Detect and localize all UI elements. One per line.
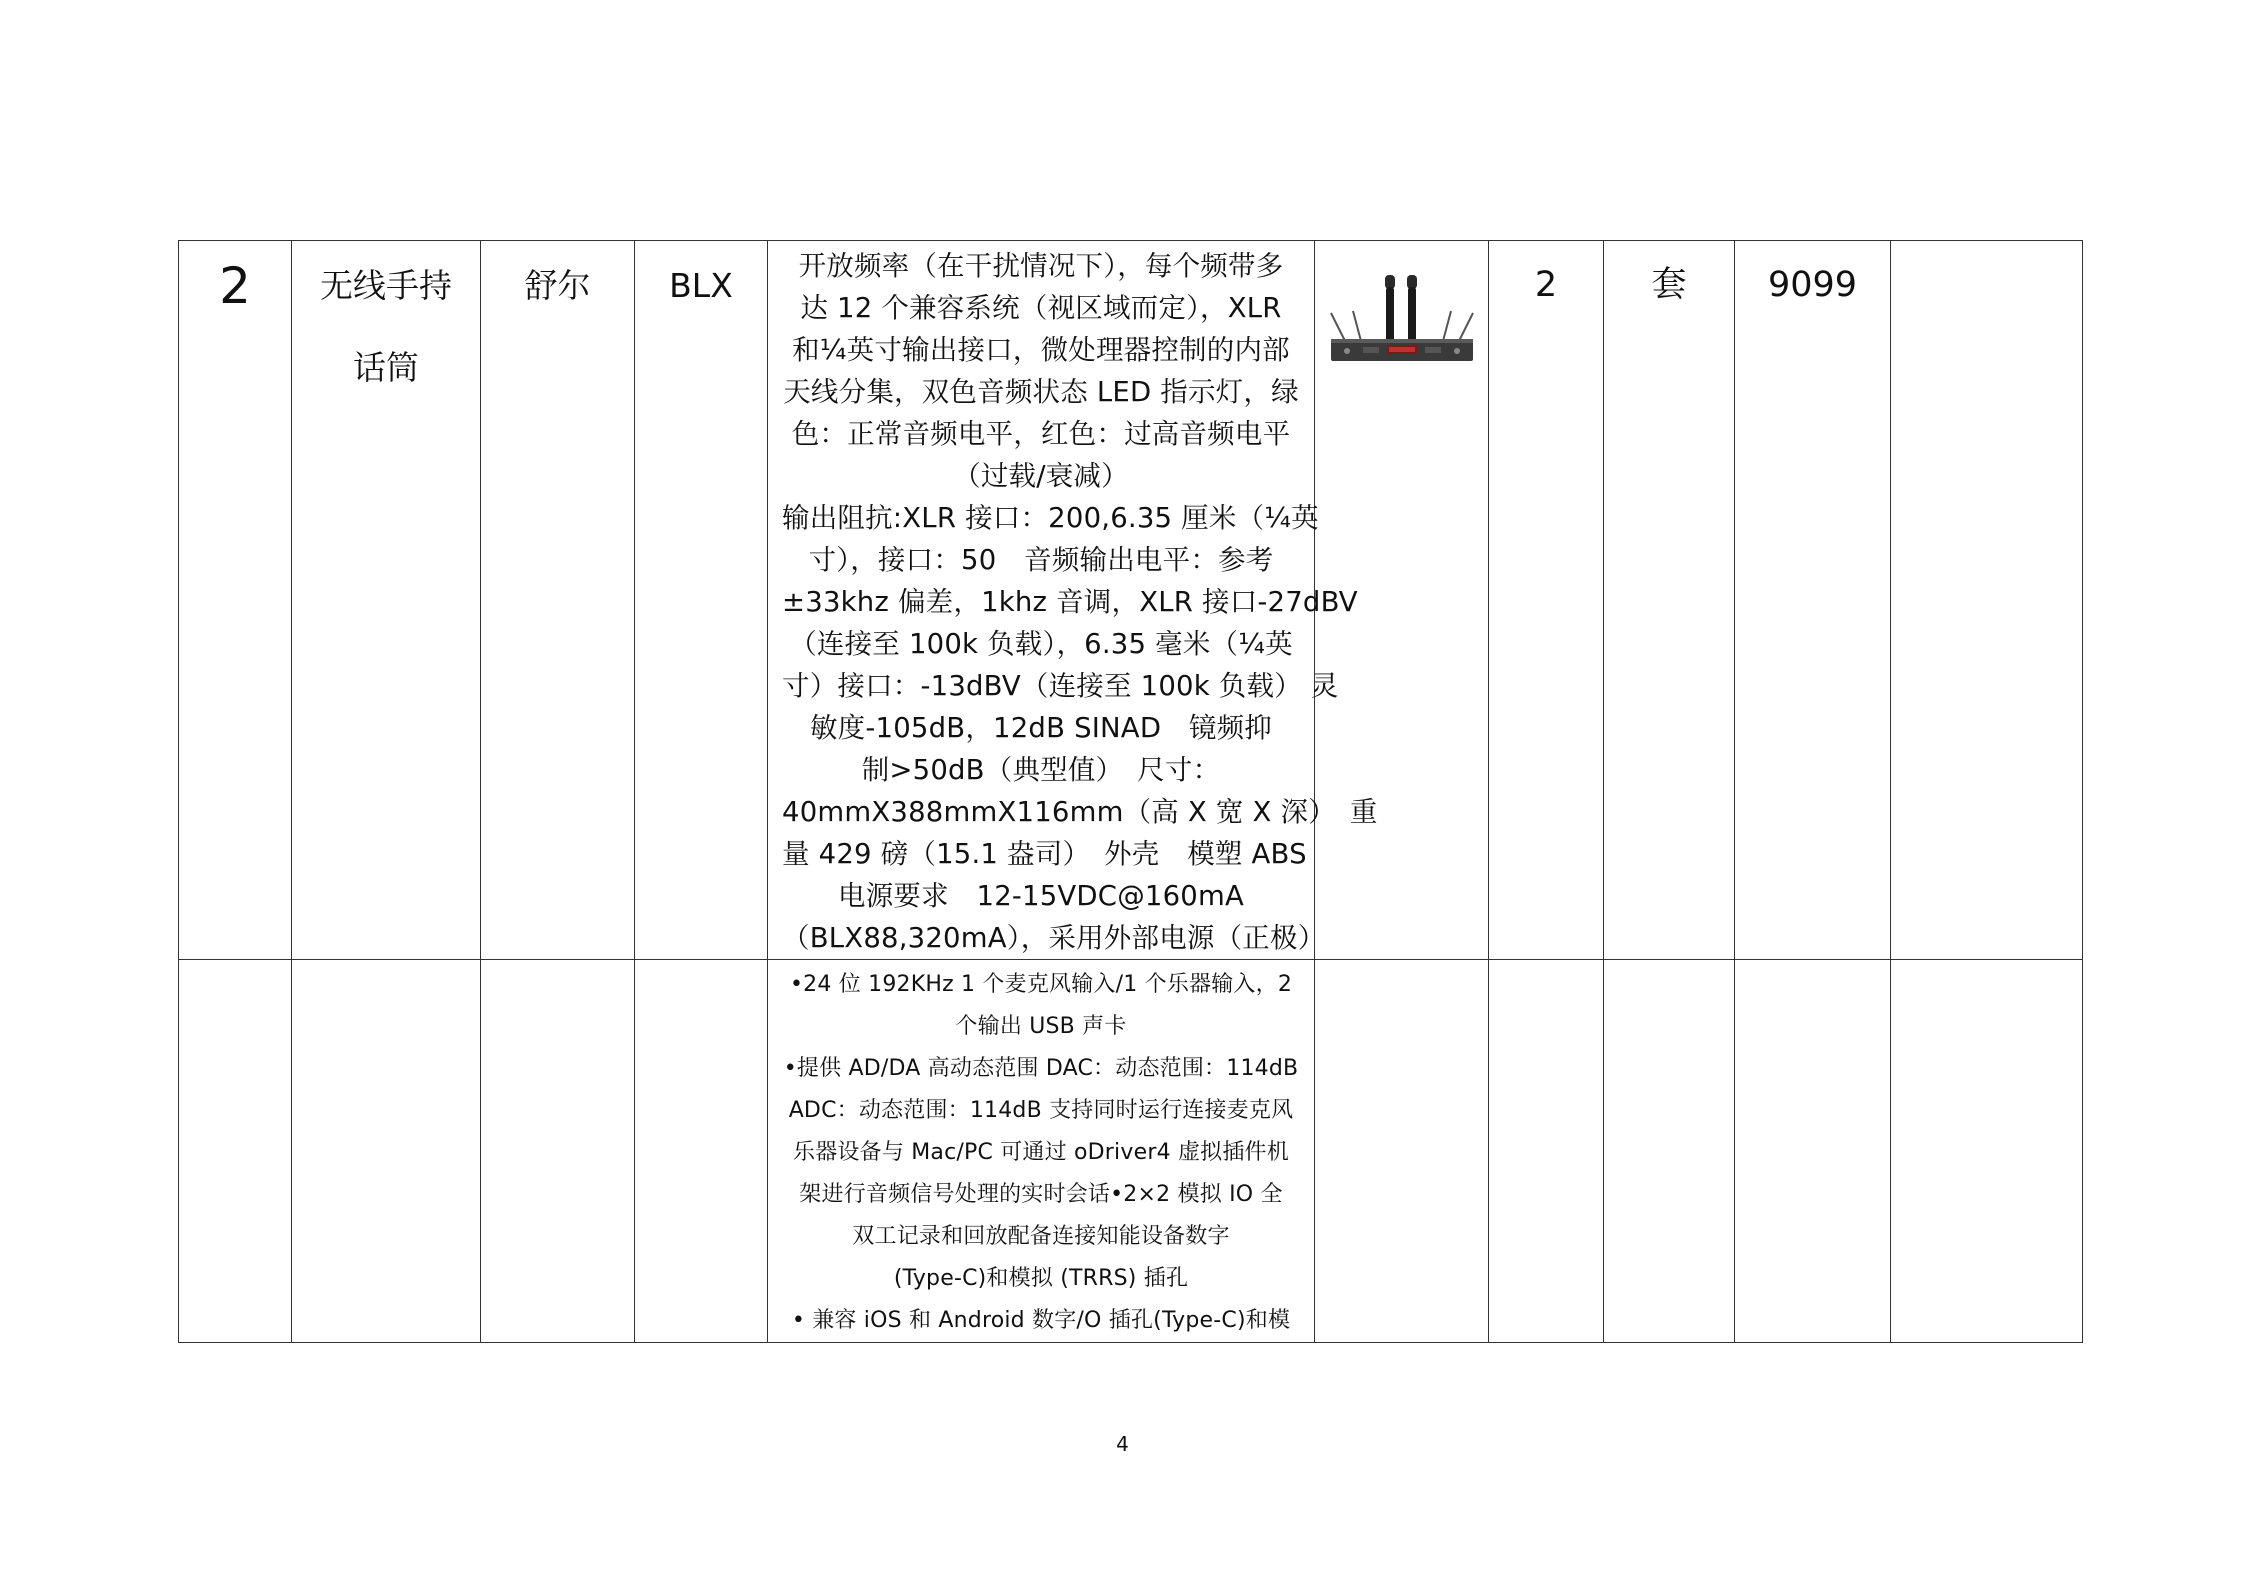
wireless-mic-receiver-photo-icon	[1315, 241, 1488, 375]
description-line: 量 429 磅（15.1 盎司） 外壳 模塑 ABS	[782, 838, 1307, 870]
product-name	[292, 241, 480, 409]
description-cell	[768, 241, 1378, 960]
description-line: ±33khz 偏差，1khz 音调，XLR 接口-27dBV	[782, 586, 1358, 618]
price-cell	[1735, 960, 1891, 1343]
quantity-cell	[1489, 241, 1604, 960]
price: 9099	[1767, 265, 1858, 305]
table-row	[179, 241, 2083, 960]
wireless-mic-receiver-photo	[1327, 271, 1477, 371]
description-line: 制>50dB（典型值） 尺寸：	[861, 754, 1221, 786]
description-line: 天线分集，双色音频状态 LED 指示灯，绿	[783, 376, 1299, 408]
description-line: 个输出 USB 声卡	[955, 1014, 1127, 1039]
remark	[1891, 241, 2082, 263]
quantity: 2	[1534, 265, 1558, 305]
description-line: 40mmX388mmX116mm（高 X 宽 X 深） 重	[782, 796, 1378, 828]
row-index: 2	[219, 257, 251, 315]
unit-cell	[1604, 241, 1735, 960]
remark-cell	[1891, 241, 2083, 960]
description-line: 达 12 个兼容系统（视区域而定），XLR	[800, 292, 1282, 324]
description-line: 乐器设备与 Mac/PC 可通过 oDriver4 虚拟插件机	[793, 1140, 1289, 1165]
description-line: •24 位 192KHz 1 个麦克风输入/1 个乐器输入，2	[789, 972, 1293, 997]
description-line: • 兼容 iOS 和 Android 数字/O 插孔(Type-C)和模	[791, 1308, 1291, 1333]
remark-cell	[1891, 960, 2083, 1343]
brand: 舒尔	[524, 266, 591, 305]
table-row	[179, 960, 2083, 1343]
description-line: •提供 AD/DA 高动态范围 DAC：动态范围：114dB	[783, 1056, 1299, 1081]
product-name-cell	[292, 241, 481, 960]
description-line: (Type-C)和模拟 (TRRS) 插孔	[893, 1266, 1189, 1291]
image-cell	[1315, 960, 1489, 1343]
description-line: 敏度-105dB，12dB SINAD 镜频抑	[809, 712, 1272, 744]
brand-cell	[481, 960, 635, 1343]
description-cell	[768, 960, 1315, 1343]
description-line: 输出阻抗:XLR 接口：200,6.35 厘米（¼英	[782, 502, 1319, 534]
description-line: （过载/衰减）	[953, 460, 1129, 492]
model-cell	[635, 960, 768, 1343]
product-name-line-1: 无线手持	[320, 266, 452, 305]
product-name-line-2: 话筒	[353, 348, 419, 387]
description-line: 双工记录和回放配备连接知能设备数字	[852, 1224, 1230, 1249]
unit-cell	[1604, 960, 1735, 1343]
product-description	[768, 241, 1378, 959]
quantity-cell	[1489, 960, 1604, 1343]
index-cell	[179, 241, 292, 960]
description-line: 开放频率（在干扰情况下），每个频带多	[798, 250, 1284, 282]
description-line: 色：正常音频电平，红色：过高音频电平	[791, 418, 1291, 450]
description-line: （连接至 100k 负载），6.35 毫米（¼英	[789, 628, 1293, 660]
description-line: 寸）接口：-13dBV（连接至 100k 负载） 灵	[782, 670, 1339, 702]
price-cell	[1735, 241, 1891, 960]
model-cell	[635, 241, 768, 960]
equipment-spec-table	[178, 240, 2083, 1343]
description-line: ADC：动态范围：114dB 支持同时运行连接麦克风	[788, 1098, 1294, 1123]
model: BLX	[669, 266, 733, 305]
index-cell	[179, 960, 292, 1343]
brand-cell	[481, 241, 635, 960]
description-line: 架进行音频信号处理的实时会话•2×2 模拟 IO 全	[799, 1182, 1283, 1207]
unit: 套	[1651, 265, 1687, 305]
description-line: 电源要求 12-15VDC@160mA	[838, 880, 1244, 912]
page-number: 4	[1116, 1432, 1129, 1456]
product-name-cell	[292, 960, 481, 1343]
description-line: 寸），接口：50 音频输出电平：参考	[808, 544, 1274, 576]
description-line: 和¼英寸输出接口，微处理器控制的内部	[792, 334, 1290, 366]
description-line: （BLX88,320mA），采用外部电源（正极）	[782, 922, 1326, 954]
product-description	[768, 960, 1314, 1342]
